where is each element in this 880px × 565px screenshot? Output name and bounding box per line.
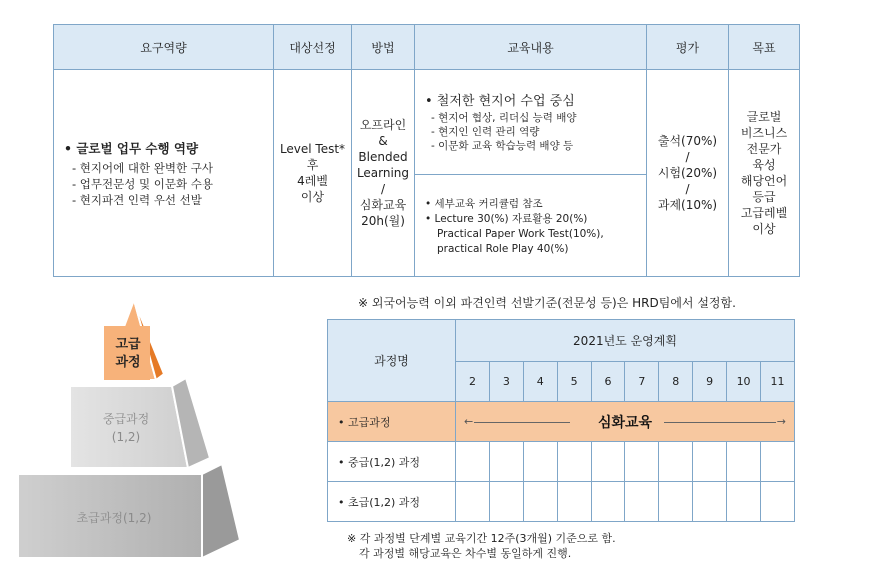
schedule-note-line: ※ 각 과정별 단계별 교육기간 12주(3개월) 기준으로 함. [347,532,616,545]
selection-line: 후 [306,158,319,172]
pyramid-top-line: 고급 [115,337,141,352]
plan-header: 2021년도 운영계획 [456,320,795,362]
header-goal: 목표 [729,25,800,70]
month-cell: 8 [659,362,693,402]
method-line: Blended [358,150,408,164]
competency-cell [54,70,274,277]
header-row [54,25,800,70]
schedule-cell [523,482,557,522]
content-bottom-line: • Lecture 30(%) 자료활용 20(%) [425,213,588,225]
method-line: 20h(월) [361,214,405,228]
competency-item: - 현지파견 인력 우선 선발 [72,192,202,207]
evaluation-line: 과제(10%) [657,198,718,212]
method-line: & [378,134,388,148]
pyramid-middle-label [103,411,149,426]
content-top-box [415,70,646,175]
schedule-table [327,319,795,522]
goal-line: 등급 [752,190,776,204]
schedule-cell [693,482,727,522]
schedule-cell [693,442,727,482]
pyramid-middle-line: 중급과정 [102,412,150,426]
method-cell [352,70,415,277]
method-line: 오프라인 [359,118,407,132]
schedule-cell [456,482,490,522]
competency-main: • 글로벌 업무 수행 역량 [64,140,199,156]
goal-cell [729,70,800,277]
goal-line: 이상 [752,222,776,236]
evaluation-line: 출석(70%) [657,134,718,148]
selection-line: Level Test* [279,142,346,156]
row-advanced: • 고급과정 [328,402,456,442]
pyramid-top-label-2 [114,354,140,370]
schedule-note [347,531,616,561]
selection-line: 4레벨 [297,174,328,188]
competency-item: - 업무전문성 및 이문화 수용 [72,176,213,191]
schedule-cell [557,482,591,522]
schedule-cell [591,442,625,482]
competency-item: - 현지어에 대한 완벽한 구사 [72,160,213,175]
selection-cell [274,70,352,277]
table-row [328,482,795,522]
schedule-cell [625,442,659,482]
goal-line: 육성 [752,158,776,172]
pyramid-top-label [114,337,141,352]
course-pyramid [14,296,244,564]
hrd-note: ※ 외국어능력 이외 파견인력 선발기준(전문성 등)은 HRD팀에서 설정함. [358,296,736,310]
evaluation-line: / [685,150,690,164]
pyramid-middle-front [70,386,188,468]
month-cell: 10 [727,362,761,402]
goal-line: 해당언어 [740,174,788,188]
month-cell: 3 [489,362,523,402]
month-cell: 5 [557,362,591,402]
content-top-item: - 현지인 인력 관리 역량 [431,126,540,138]
schedule-cell [727,442,761,482]
header-selection: 대상선정 [274,25,352,70]
intensive-label: 심화교육 [597,414,653,431]
content-bottom-box [415,175,646,257]
content-bottom-line: • 세부교육 커리큘럼 참조 [425,198,543,210]
row-beginner: • 초급(1,2) 과정 [328,482,456,522]
schedule-cell [456,442,490,482]
method-line: Learning [356,166,410,180]
intensive-bar [456,402,795,442]
month-cell: 11 [761,362,795,402]
content-bottom-line: Practical Paper Work Test(10%), [437,228,604,240]
month-cell: 2 [456,362,490,402]
arrow-line-right [664,422,776,423]
right-arrow-icon: → [776,414,786,428]
selection-line: 이상 [300,190,325,204]
schedule-cell [659,442,693,482]
content-top-item: - 현지어 협상, 리더십 능력 배양 [431,112,577,124]
goal-line: 글로벌 [746,110,782,124]
competency-table [53,24,800,277]
table-row [328,442,795,482]
schedule-cell [761,482,795,522]
goal-line: 전문가 [746,142,782,156]
pyramid-bottom-side [202,464,240,558]
row-intermediate: • 중급(1,2) 과정 [328,442,456,482]
evaluation-line: / [685,182,690,196]
content-top-main: • 철저한 현지어 수업 중심 [425,94,575,109]
pyramid-top-front-base [104,326,150,380]
month-cell: 7 [625,362,659,402]
left-arrow-icon: ← [464,414,474,428]
content-bottom-line: practical Role Play 40(%) [437,243,569,255]
schedule-cell [591,482,625,522]
method-line: / [380,182,386,196]
schedule-cell [557,442,591,482]
pyramid-middle-label-2 [112,430,140,444]
evaluation-line: 시험(20%) [657,166,718,180]
goal-line: 비즈니스 [740,126,788,140]
pyramid-top-line: 과정 [115,355,141,370]
table-row [328,402,795,442]
body-row [54,70,800,277]
content-top-item: - 이문화 교육 학습능력 배양 등 [431,140,574,152]
month-cell: 6 [591,362,625,402]
month-cell: 4 [523,362,557,402]
schedule-cell [489,442,523,482]
schedule-cell [727,482,761,522]
month-cell: 9 [693,362,727,402]
header-content: 교육내용 [415,25,647,70]
course-name-header: 과정명 [328,320,456,402]
content-cell [415,70,647,277]
evaluation-cell [647,70,729,277]
pyramid-bottom-label: 초급과정(1,2) [76,511,152,525]
pyramid-middle-line: (1,2) [111,430,141,444]
header-competency: 요구역량 [54,25,274,70]
schedule-cell [761,442,795,482]
schedule-note-line: 각 과정별 해당교육은 차수별 동일하게 진행. [359,547,572,560]
schedule-cell [659,482,693,522]
goal-line: 고급레벨 [740,206,788,220]
method-line: 심화교육 [359,198,407,212]
schedule-cell [625,482,659,522]
header-method: 방법 [352,25,415,70]
header-evaluation: 평가 [647,25,729,70]
schedule-cell [523,442,557,482]
schedule-cell [489,482,523,522]
